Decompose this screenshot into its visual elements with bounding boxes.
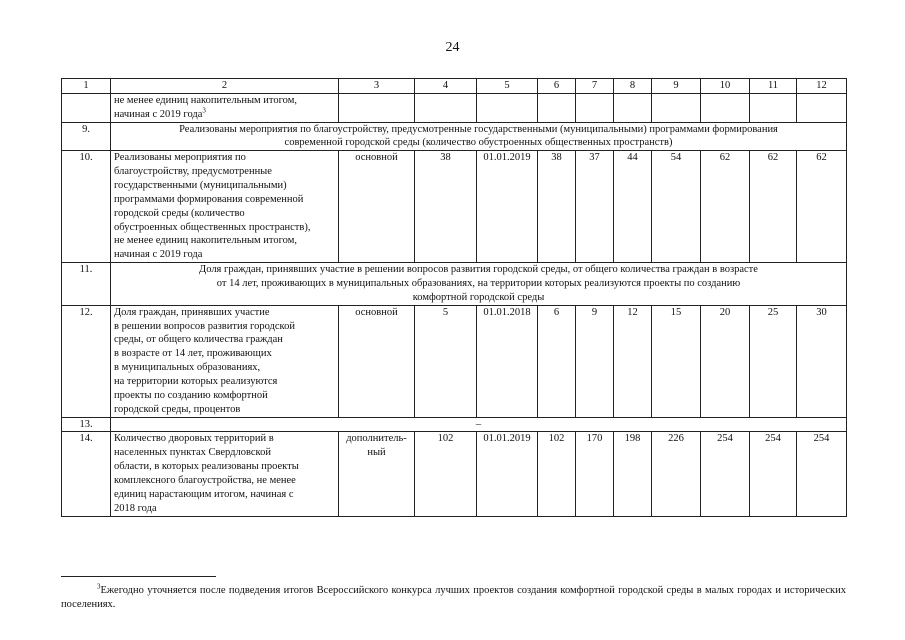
header-cell: 9	[652, 79, 701, 94]
base-date: 01.01.2019	[477, 432, 538, 516]
value-cell: 20	[701, 305, 750, 417]
footnote-ref: 3	[202, 106, 206, 115]
value-cell: 12	[614, 305, 652, 417]
table-row	[62, 417, 847, 432]
value-cell: 30	[797, 305, 847, 417]
header-cell: 1	[62, 79, 111, 94]
table-row	[62, 93, 847, 122]
base-date: 01.01.2018	[477, 305, 538, 417]
value-cell: 9	[576, 305, 614, 417]
header-cell: 10	[701, 79, 750, 94]
header-cell: 12	[797, 79, 847, 94]
indicator-type: дополнитель- ный	[339, 432, 415, 516]
value-cell: 62	[701, 151, 750, 263]
footnote-divider	[61, 576, 216, 577]
table-row	[62, 432, 847, 516]
value-cell: 62	[797, 151, 847, 263]
value-cell: 54	[652, 151, 701, 263]
value-cell: 198	[614, 432, 652, 516]
base-date: 01.01.2019	[477, 151, 538, 263]
value-cell: 38	[538, 151, 576, 263]
value-cell: 15	[652, 305, 701, 417]
base-value: 102	[415, 432, 477, 516]
indicator-name: Реализованы мероприятия по благоустройству, предусмотренные государственными (муниципальными) программами формирования современной городской среды (количество обустроенных общественных пространств), не менее единиц накопительным итогом, начиная с 2019 года	[111, 151, 339, 263]
base-value: 5	[415, 305, 477, 417]
value-cell: 25	[750, 305, 797, 417]
base-value: 38	[415, 151, 477, 263]
footnote-mark: 3	[97, 582, 101, 591]
value-cell: 226	[652, 432, 701, 516]
row-number: 12.	[62, 305, 111, 417]
header-cell: 6	[538, 79, 576, 94]
footnote	[61, 584, 846, 611]
table-row	[62, 151, 847, 263]
value-cell: 6	[538, 305, 576, 417]
header-cell: 8	[614, 79, 652, 94]
indicator-type: основной	[339, 151, 415, 263]
value-cell: 102	[538, 432, 576, 516]
section-heading: Реализованы мероприятия по благоустройству, предусмотренные государственными (муниципальными) программами формирования современной городской среды (количество обустроенных общественных пространств)	[111, 122, 847, 151]
value-cell: 254	[750, 432, 797, 516]
indicator-name: Доля граждан, принявших участие в решении вопросов развития городской среды, от общего количества граждан в возрасте от 14 лет, проживающих в муниципальных образованиях, на территории которых реализуются проекты по созданию комфортной городской среды, процентов	[111, 305, 339, 417]
row-number: 10.	[62, 151, 111, 263]
section-heading: Доля граждан, принявших участие в решении вопросов развития городской среды, от общего количества граждан в возрасте от 14 лет, проживающих в муниципальных образованиях, на территории которых реализуются проекты по созданию комфортной городской среды	[111, 263, 847, 306]
table-row	[62, 263, 847, 306]
header-cell: 11	[750, 79, 797, 94]
value-cell: 254	[701, 432, 750, 516]
value-cell: 254	[797, 432, 847, 516]
row-number: 14.	[62, 432, 111, 516]
value-cell: 44	[614, 151, 652, 263]
footnote-text: Ежегодно уточняется после подведения итогов Всероссийского конкурса лучших проектов создания комфортной городской среды в малых городах и исторических поселениях.	[61, 585, 846, 610]
indicator-type: основной	[339, 305, 415, 417]
row-number: 9.	[62, 122, 111, 151]
row-number: 11.	[62, 263, 111, 306]
indicator-text-continued: не менее единиц накопительным итогом, начиная с 2019 года$^3$	[111, 93, 339, 122]
table-row	[62, 305, 847, 417]
indicator-name: Количество дворовых территорий в населенных пунктах Свердловской области, в которых реализованы проекты комплексного благоустройства, не менее единиц нарастающим итогом, начиная с 2018 года	[111, 432, 339, 516]
value-cell: 37	[576, 151, 614, 263]
empty-row-dash: –	[111, 417, 847, 432]
page-number: 24	[445, 40, 460, 55]
header-cell: 2	[111, 79, 339, 94]
header-cell: 4	[415, 79, 477, 94]
header-row	[62, 79, 847, 94]
table-row	[62, 122, 847, 151]
value-cell: 62	[750, 151, 797, 263]
row-number: 13.	[62, 417, 111, 432]
indicators-table	[61, 78, 847, 517]
header-cell: 5	[477, 79, 538, 94]
header-cell: 3	[339, 79, 415, 94]
header-cell: 7	[576, 79, 614, 94]
value-cell: 170	[576, 432, 614, 516]
